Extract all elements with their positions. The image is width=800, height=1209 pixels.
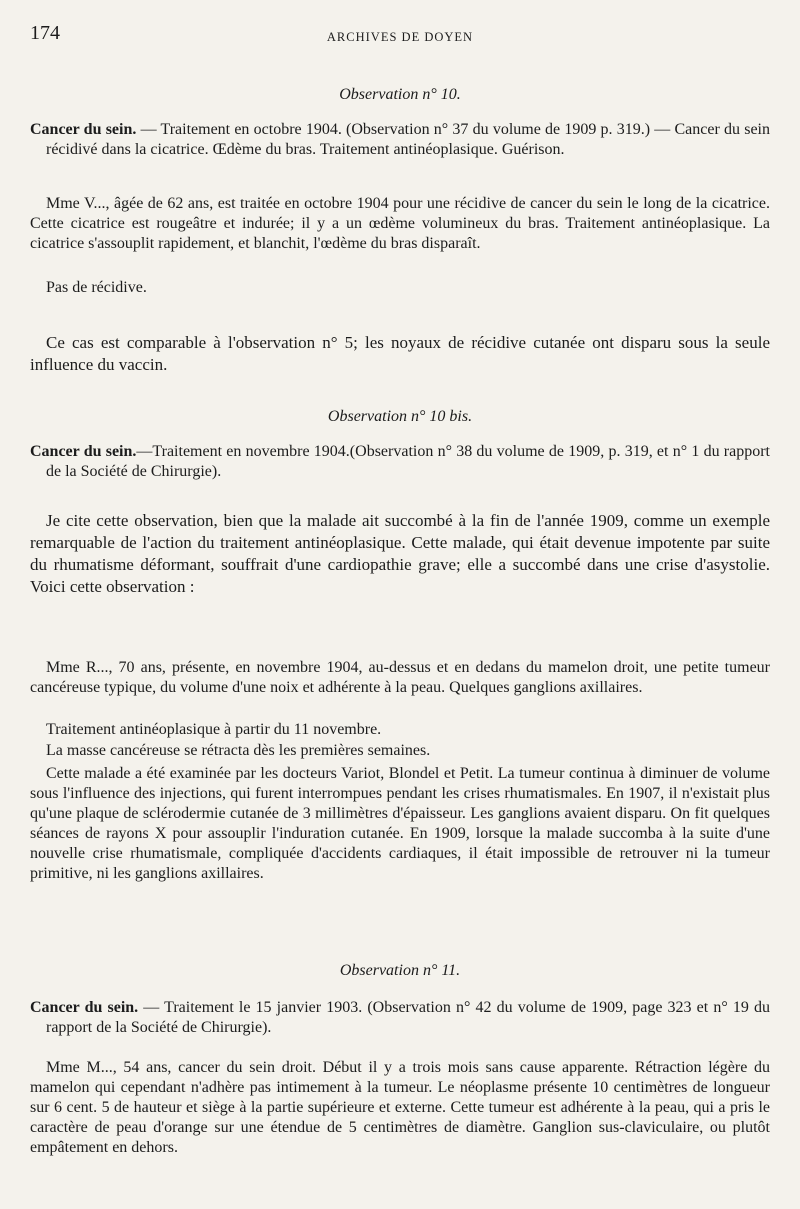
case-summary: —Traitement en novembre 1904.(Observation n° 38 du volume de 1909, p. 319, et n° 1 du rapport de la Société de Chirurgie). [46, 443, 771, 480]
page-header [30, 22, 770, 62]
observation-11-title: Observation n° 11. [339, 962, 461, 979]
observation-10-summary [30, 120, 770, 160]
running-head: ARCHIVES DE DOYEN [326, 30, 474, 44]
observation-11-summary [30, 998, 770, 1038]
observation-10-paragraph: Pas de récidive. [46, 279, 147, 296]
observation-10bis-paragraph: Cette malade a été examinée par les docteurs Variot, Blondel et Petit. La tumeur continua à diminuer de volume sous l'influence des injections, qui furent interrompues pendant les crises rhumatismales. En 1907, il n'existait plus qu'une plaque de sclérodermie cutanée de 3 millimètres d'épaisseur. Les ganglions avaient disparu. On fit quelques séances de rayons X pour assouplir l'induration cutanée. En 1909, lorsque la malade succomba à la suite d'une nouvelle crise rhumatismale, compliquée d'accidents cardiaques, il était impossible de retrouver ni la tumeur primitive, ni les ganglions axillaires. [30, 765, 770, 882]
case-heading: Cancer du sein. [30, 999, 139, 1016]
observation-10bis-paragraph: Mme R..., 70 ans, présente, en novembre 1904, au-dessus et en dedans du mamelon droit, une petite tumeur cancéreuse typique, du volume d'une noix et adhérente à la peau. Quelques ganglions axillaires. [30, 659, 770, 696]
observation-10-paragraph: Mme V..., âgée de 62 ans, est traitée en octobre 1904 pour une récidive de cancer du sein le long de la cicatrice. Cette cicatrice est rougeâtre et indurée; il y a un œdème volumineux du bras. Traitement antinéoplasique. La cicatrice s'assouplit rapidement, et blanchit, l'œdème du bras disparaît. [30, 195, 770, 252]
case-summary: — Traitement en octobre 1904. (Observation n° 37 du volume de 1909 p. 319.) — Cancer du sein récidivé dans la cicatrice. Œdème du bras. Traitement antinéoplasique. Guérison. [46, 121, 770, 158]
observation-10-title: Observation n° 10. [339, 86, 461, 103]
observation-10-comment: Ce cas est comparable à l'observation n° 5; les noyaux de récidive cutanée ont disparu sous la seule influence du vaccin. [30, 333, 770, 374]
observation-10bis-intro: Je cite cette observation, bien que la malade ait succombé à la fin de l'année 1909, comme un exemple remarquable de l'action du traitement antinéoplasique. Cette malade, qui était devenue impotente par suite du rhumatisme déformant, souffrait d'une cardiopathie grave; elle a succombé dans une crise d'asystolie. Voici cette observation : [30, 511, 770, 596]
case-heading: Cancer du sein. [30, 443, 137, 460]
case-summary: — Traitement le 15 janvier 1903. (Observation n° 42 du volume de 1909, page 323 et n° 19 du rapport de la Société de Chirurgie). [46, 999, 770, 1036]
observation-10bis-summary [30, 442, 770, 482]
case-heading: Cancer du sein. [30, 121, 137, 138]
page-number: 174 [30, 22, 60, 44]
observation-10bis-paragraph: La masse cancéreuse se rétracta dès les premières semaines. [46, 742, 431, 759]
observation-11-paragraph: Mme M..., 54 ans, cancer du sein droit. Début il y a trois mois sans cause apparente. Rétraction légère du mamelon qui cependant n'adhère pas intimement à la tumeur. Le néoplasme présente 10 centimètres de longueur sur 6 cent. 5 de hauteur et siège à la partie supérieure et externe. Cette tumeur est adhérente à la peau, qui a pris le caractère de peau d'orange sur une étendue de 5 centimètres de diamètre. Ganglion sus-claviculaire, ou plutôt empâtement en dehors. [30, 1059, 770, 1156]
observation-10bis-paragraph: Traitement antinéoplasique à partir du 11 novembre. [46, 721, 382, 738]
observation-10bis-title: Observation n° 10 bis. [327, 408, 473, 425]
